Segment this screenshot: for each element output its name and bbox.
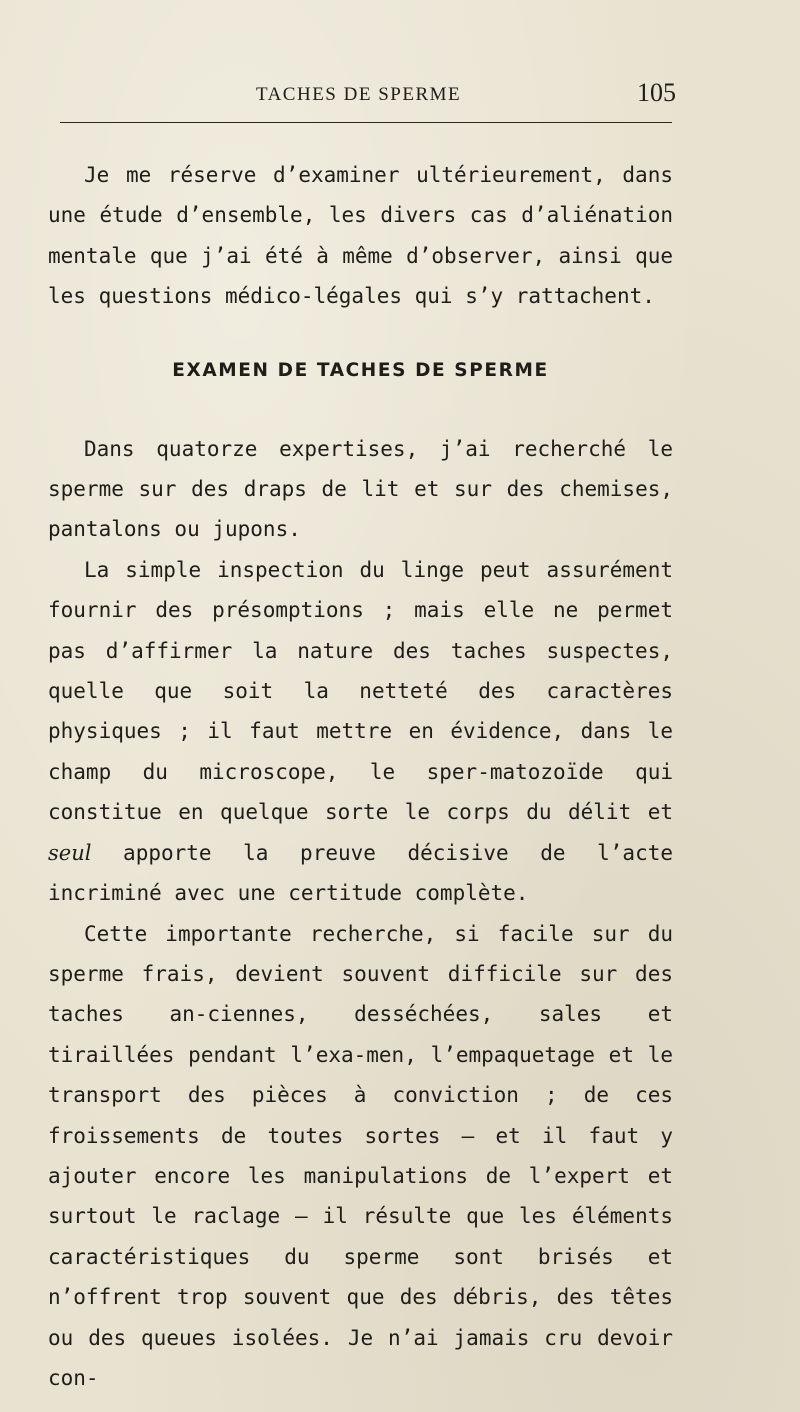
running-title: TACHES DE SPERME [256, 84, 462, 105]
paragraph-expertises: Dans quatorze expertises, j’ai recherché le sperme sur des draps de lit et sur des chemises, pantalons ou jupons. [48, 436, 673, 542]
paragraph-inspection-text-a: La simple inspection du linge peut assurément fournir des présomptions ; mais elle ne permet pas d’affirmer la nature des taches suspectes, quelle que soit la netteté des caractères physiques ; il faut mettre en évidence, dans le champ du microscope, le sper-matozoïde qui constitue en quelque sorte le corps du délit et [48, 557, 673, 825]
paragraph-intro: Je me réserve d’examiner ultérieurement, dans une étude d’ensemble, les divers cas d’aliénation mentale que j’ai été à même d’observer, ainsi que les questions médico-légales qui s’y rattachent. [48, 163, 673, 309]
paragraph-inspection [48, 550, 673, 914]
paragraph-recherche: Cette importante recherche, si facile sur du sperme frais, devient souvent difficile sur des taches an-ciennes, desséchées, sales et tiraillées pendant l’exa-men, l’empaquetage et le transport des pièces à conviction ; de ces froissements de toutes sortes — et il faut y ajouter encore les manipulations de l’expert et surtout le raclage — il résulte que les éléments caractéristiques du sperme sont brisés et n’offrent trop souvent que des débris, des têtes ou des queues isolées. Je n’ai jamais cru devoir con- [48, 921, 673, 1390]
section-heading: EXAMEN DE TACHES DE SPERME [172, 359, 549, 381]
paragraph-inspection-text-b: apporte la preuve décisive de l’acte incriminé avec une certitude complète. [48, 840, 673, 906]
page-number: 105 [637, 78, 676, 107]
body-text [48, 155, 673, 1398]
header-rule [60, 122, 672, 123]
page-header [56, 78, 676, 114]
emphasis-seul: seul [48, 840, 92, 865]
